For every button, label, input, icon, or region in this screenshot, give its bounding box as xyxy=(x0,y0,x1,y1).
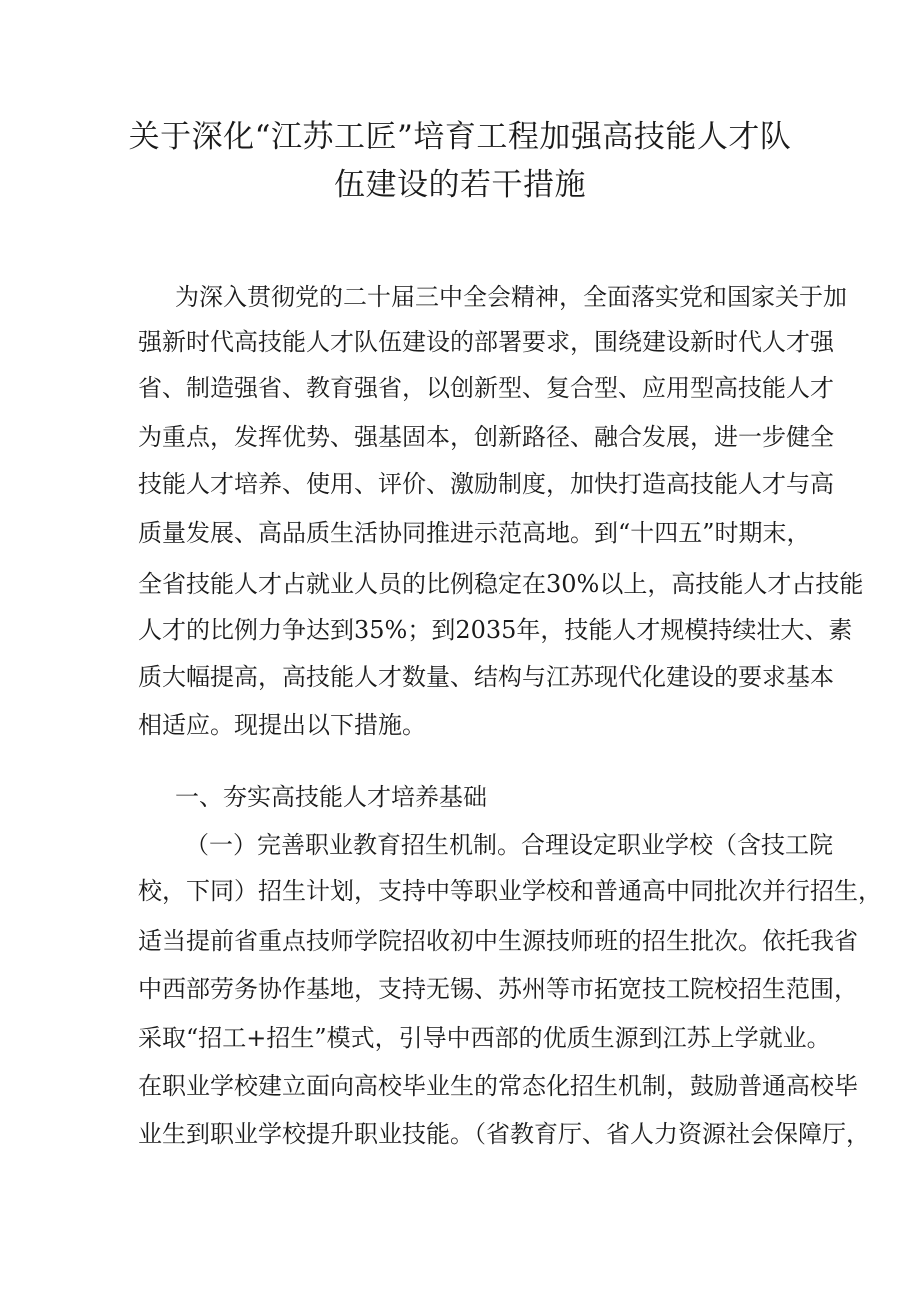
intro-line: 强新时代高技能人才队伍建设的部署要求，围绕建设新时代人才强 xyxy=(138,328,834,356)
intro-line: 技能人才培养、使用、评价、激励制度，加快打造高技能人才与高 xyxy=(138,470,834,498)
item-line: 业生到职业学校提升职业技能。（省教育厅、省人力资源社会保障厅， xyxy=(138,1120,870,1148)
document-title-line-1: 关于深化“江苏工匠”培育工程加强高技能人才队 xyxy=(128,119,792,155)
intro-line: 质量发展、高品质生活协同推进示范高地。到“十四五”时期末， xyxy=(138,519,811,547)
intro-line: 相适应。现提出以下措施。 xyxy=(138,711,426,739)
intro-line: 为深入贯彻党的二十届三中全会精神，全面落实党和国家关于加 xyxy=(175,283,847,311)
item-line: 中西部劳务协作基地，支持无锡、苏州等市拓宽技工院校招生范围， xyxy=(138,975,858,1003)
intro-line: 为重点，发挥优势、强基固本，创新路径、融合发展，进一步健全 xyxy=(138,423,834,451)
item-line: （一）完善职业教育招生机制。合理设定职业学校（含技工院 xyxy=(185,831,833,859)
item-line: 适当提前省重点技师学院招收初中生源技师班的招生批次。依托我省 xyxy=(138,927,858,955)
item-line: 采取“招工+招生”模式，引导中西部的优质生源到江苏上学就业。 xyxy=(138,1024,831,1052)
document-title-line-2: 伍建设的若干措施 xyxy=(334,167,586,203)
intro-line: 全省技能人才占就业人员的比例稳定在30%以上，高技能人才占技能 xyxy=(138,570,864,598)
section-heading: 一、夯实高技能人才培养基础 xyxy=(175,783,487,811)
intro-line: 省、制造强省、教育强省，以创新型、复合型、应用型高技能人才 xyxy=(138,374,834,402)
intro-line: 质大幅提高，高技能人才数量、结构与江苏现代化建设的要求基本 xyxy=(138,663,834,691)
intro-line: 人才的比例力争达到35%；到2035年，技能人才规模持续壮大、素 xyxy=(138,616,853,644)
item-line: 在职业学校建立面向高校毕业生的常态化招生机制，鼓励普通高校毕 xyxy=(138,1072,858,1100)
item-line: 校，下同）招生计划，支持中等职业学校和普通高中同批次并行招生， xyxy=(138,877,882,905)
